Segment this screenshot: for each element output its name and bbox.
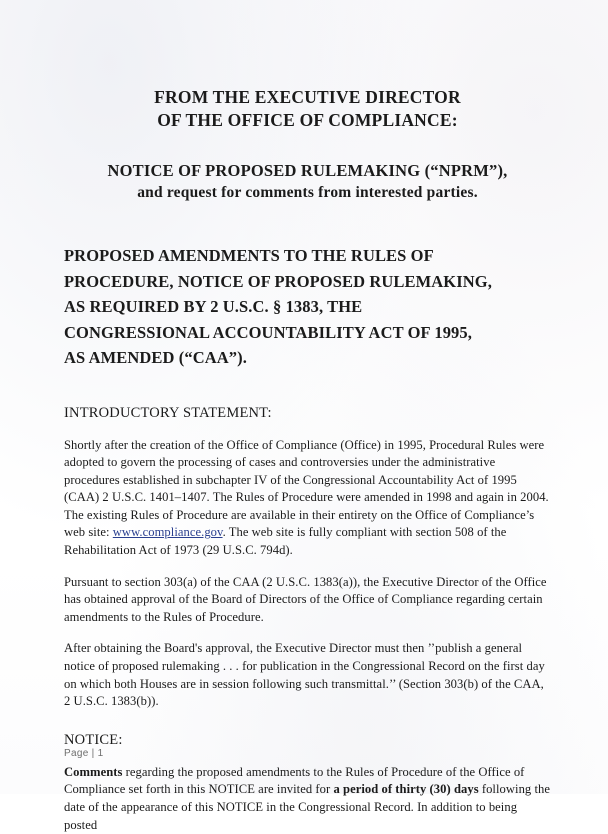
notice-paragraph-1 <box>64 749 551 834</box>
subtitle-line-2: and request for comments from interested parties. <box>137 184 478 201</box>
subtitle-line-1: NOTICE OF PROPOSED RULEMAKING (“NPRM”), <box>107 161 508 180</box>
intro-paragraph-1-text-a: Shortly after the creation of the Office of Compliance (Office) in 1995, Procedural Rules were adopted to govern the processing of cases and controversies under the administrative procedures established in subchapter IV of the Congressional Accountability Act of 1995 (CAA) 2 U.S.C. 1401–1407. The Rules of Procedure were amended in 1998 and again in 2004. The existing Rules of Procedure are available in their entirety on the Office of Compliance’s web site: <box>64 437 549 540</box>
intro-paragraph-1 <box>64 422 551 560</box>
introductory-statement-heading: INTRODUCTORY STATEMENT: <box>64 404 272 421</box>
thirty-days-bold-label: a period of thirty (30) days <box>333 782 479 797</box>
notice-heading: NOTICE: <box>64 731 123 748</box>
notice-paragraph-1-text-a: regarding the proposed amendments to the Rules of Procedure of the Office of Compliance set forth in this NOTICE are invited for <box>64 764 525 797</box>
main-heading-line-3: AS REQUIRED BY 2 U.S.C. § 1383, THE <box>64 297 363 316</box>
main-heading-line-2: PROCEDURE, NOTICE OF PROPOSED RULEMAKING, <box>64 271 492 291</box>
notice-paragraph-1-text-b: following the date of the appearance of this NOTICE in the Congressional Record. In addition to being posted <box>64 782 550 832</box>
intro-paragraph-1-text-b: . The web site is fully compliant with section 508 of the Rehabilitation Act of 1973 (29 U.S.C. 794d). <box>64 525 507 558</box>
title-line-1: FROM THE EXECUTIVE DIRECTOR <box>154 87 461 107</box>
main-heading-line-4: CONGRESSIONAL ACCOUNTABILITY ACT OF 1995, <box>64 322 472 342</box>
main-heading-block <box>64 204 551 371</box>
intro-paragraph-2: Pursuant to section 303(a) of the CAA (2 U.S.C. 1383(a)), the Executive Director of the Office has obtained approval of the Board of Directors of the Office of Compliance regarding certain amendments to the Rules of Procedure. <box>64 574 547 624</box>
intro-paragraph-3: After obtaining the Board's approval, the Executive Director must then ’’publish a general notice of proposed rulemaking . . . for publication in the Congressional Record on the first day on which both Houses are in session following such transmittal.’’ (Section 303(b) of the CAA, 2 U.S.C. 1383(b)). <box>64 641 545 709</box>
comments-bold-label: Comments <box>64 764 123 779</box>
main-heading-line-5: AS AMENDED (“CAA”). <box>64 348 247 367</box>
document-title-block <box>64 0 551 204</box>
page-footer: Page | 1 <box>64 748 104 759</box>
main-heading-line-1: PROPOSED AMENDMENTS TO THE RULES OF <box>64 246 434 265</box>
title-line-2: OF THE OFFICE OF COMPLIANCE: <box>157 110 458 130</box>
compliance-gov-link[interactable]: www.compliance.gov <box>112 525 223 540</box>
document-content <box>64 0 551 832</box>
